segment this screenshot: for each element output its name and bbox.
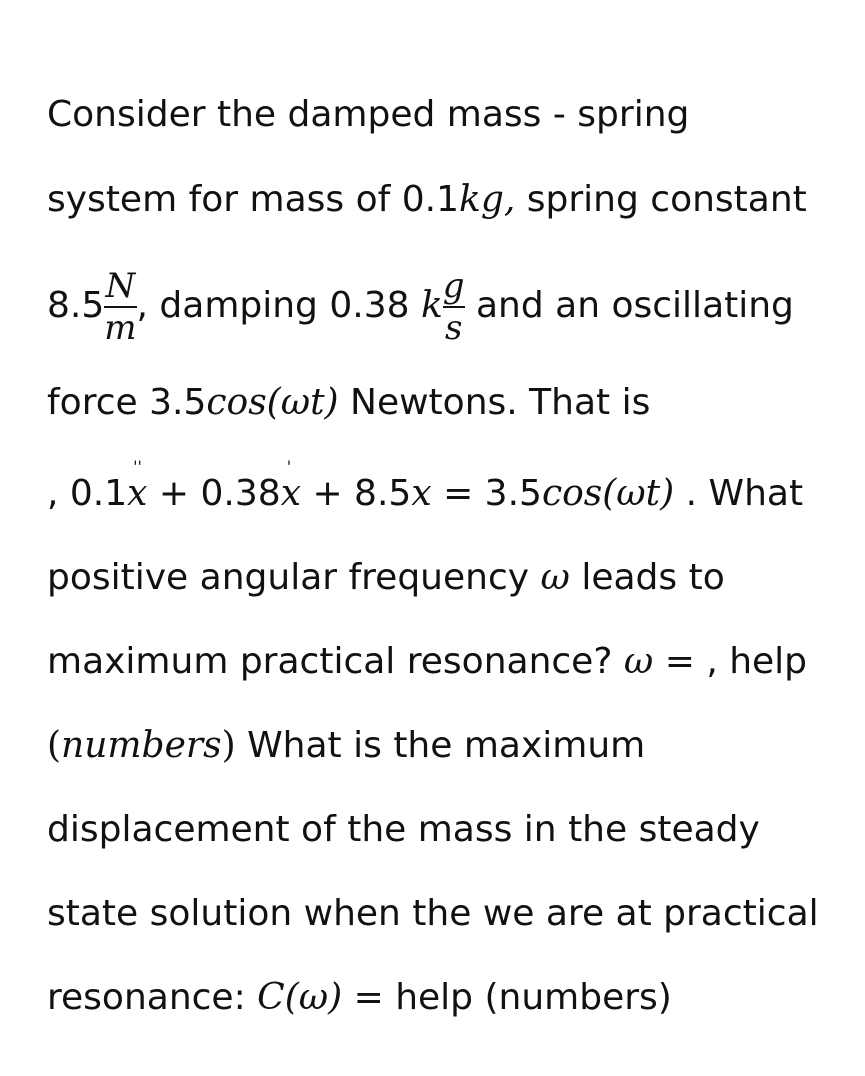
text-l6-pre: positive angular frequency [47, 557, 541, 598]
var-x2: x [280, 473, 301, 514]
rhs-amplitude: = 3.5 [431, 473, 542, 514]
func-cos: cos [541, 473, 603, 514]
text-l7-pre: maximum practical resonance? [47, 641, 624, 682]
line-7 [47, 640, 807, 684]
func-arg: (ω) [284, 977, 343, 1018]
text-l2-pre: system for mass of 0.1 [47, 179, 460, 220]
omega-symbol: ω [540, 557, 570, 598]
line-10 [47, 892, 819, 936]
text-l5-comma: , [47, 473, 59, 514]
func-arg: (ωt) [602, 473, 675, 514]
prime-mark: ' [286, 457, 292, 476]
help-numbers-link[interactable]: help (numbers) [395, 977, 672, 1018]
var-x3: x [411, 473, 432, 514]
numbers-label: numbers [61, 725, 222, 766]
unit-k: k [420, 285, 443, 326]
paren-open: ( [47, 725, 62, 766]
fraction-g-over-s [443, 268, 465, 346]
text-l4-post: Newtons. That is [338, 382, 651, 423]
text-l11-pre: resonance: [47, 977, 258, 1018]
frac-denominator-s: s [444, 308, 463, 348]
text-l8-post: What is the maximum [235, 725, 646, 766]
omega-symbol: ω [623, 641, 654, 682]
line-5-equation [47, 457, 804, 516]
line-11 [47, 976, 672, 1020]
text-l3-mid: , damping 0.38 [136, 285, 421, 326]
equals-sign: = [342, 977, 396, 1018]
func-arg: (ωt) [266, 382, 339, 423]
coef-spring: + 8.5 [301, 473, 412, 514]
coef-mass: 0.1 [58, 473, 128, 514]
line-2 [47, 178, 807, 222]
text-l5-end: . What [674, 473, 804, 514]
text-l2-post: spring constant [515, 179, 807, 220]
line-9 [47, 808, 760, 852]
frac-numerator-g: g [442, 266, 465, 306]
coef-damping: + 0.38 [147, 473, 281, 514]
text-l10: state solution when the we are at practical [47, 893, 819, 934]
line-1 [47, 93, 689, 137]
x-prime [280, 457, 301, 514]
line-8 [47, 724, 645, 768]
fraction-N-over-m [104, 268, 136, 346]
text-l4-pre: force 3.5 [47, 382, 207, 423]
equals-sign: = [653, 641, 707, 682]
double-prime-mark: '' [133, 457, 142, 476]
help-link[interactable]: help [729, 641, 808, 682]
text-comma: , [706, 641, 730, 682]
text-l3-post: and an oscillating [464, 285, 794, 326]
line-6 [47, 556, 725, 600]
frac-denominator-m: m [104, 308, 137, 348]
unit-kg: kg, [459, 179, 516, 220]
text-l9: displacement of the mass in the steady [47, 809, 760, 850]
frac-numerator-N: N [105, 266, 136, 306]
var-x1: x [127, 473, 148, 514]
paren-close: ) [221, 725, 236, 766]
x-double-prime [127, 457, 148, 514]
amplitude-C: C [257, 977, 285, 1018]
line-4 [47, 381, 650, 425]
func-cos: cos [206, 382, 267, 423]
text-l6-post: leads to [569, 557, 725, 598]
spring-constant-value: 8.5 [47, 285, 105, 326]
text-l1: Consider the damped mass - spring [47, 94, 690, 135]
numbers-help-link[interactable] [47, 725, 236, 766]
line-3 [47, 256, 794, 356]
